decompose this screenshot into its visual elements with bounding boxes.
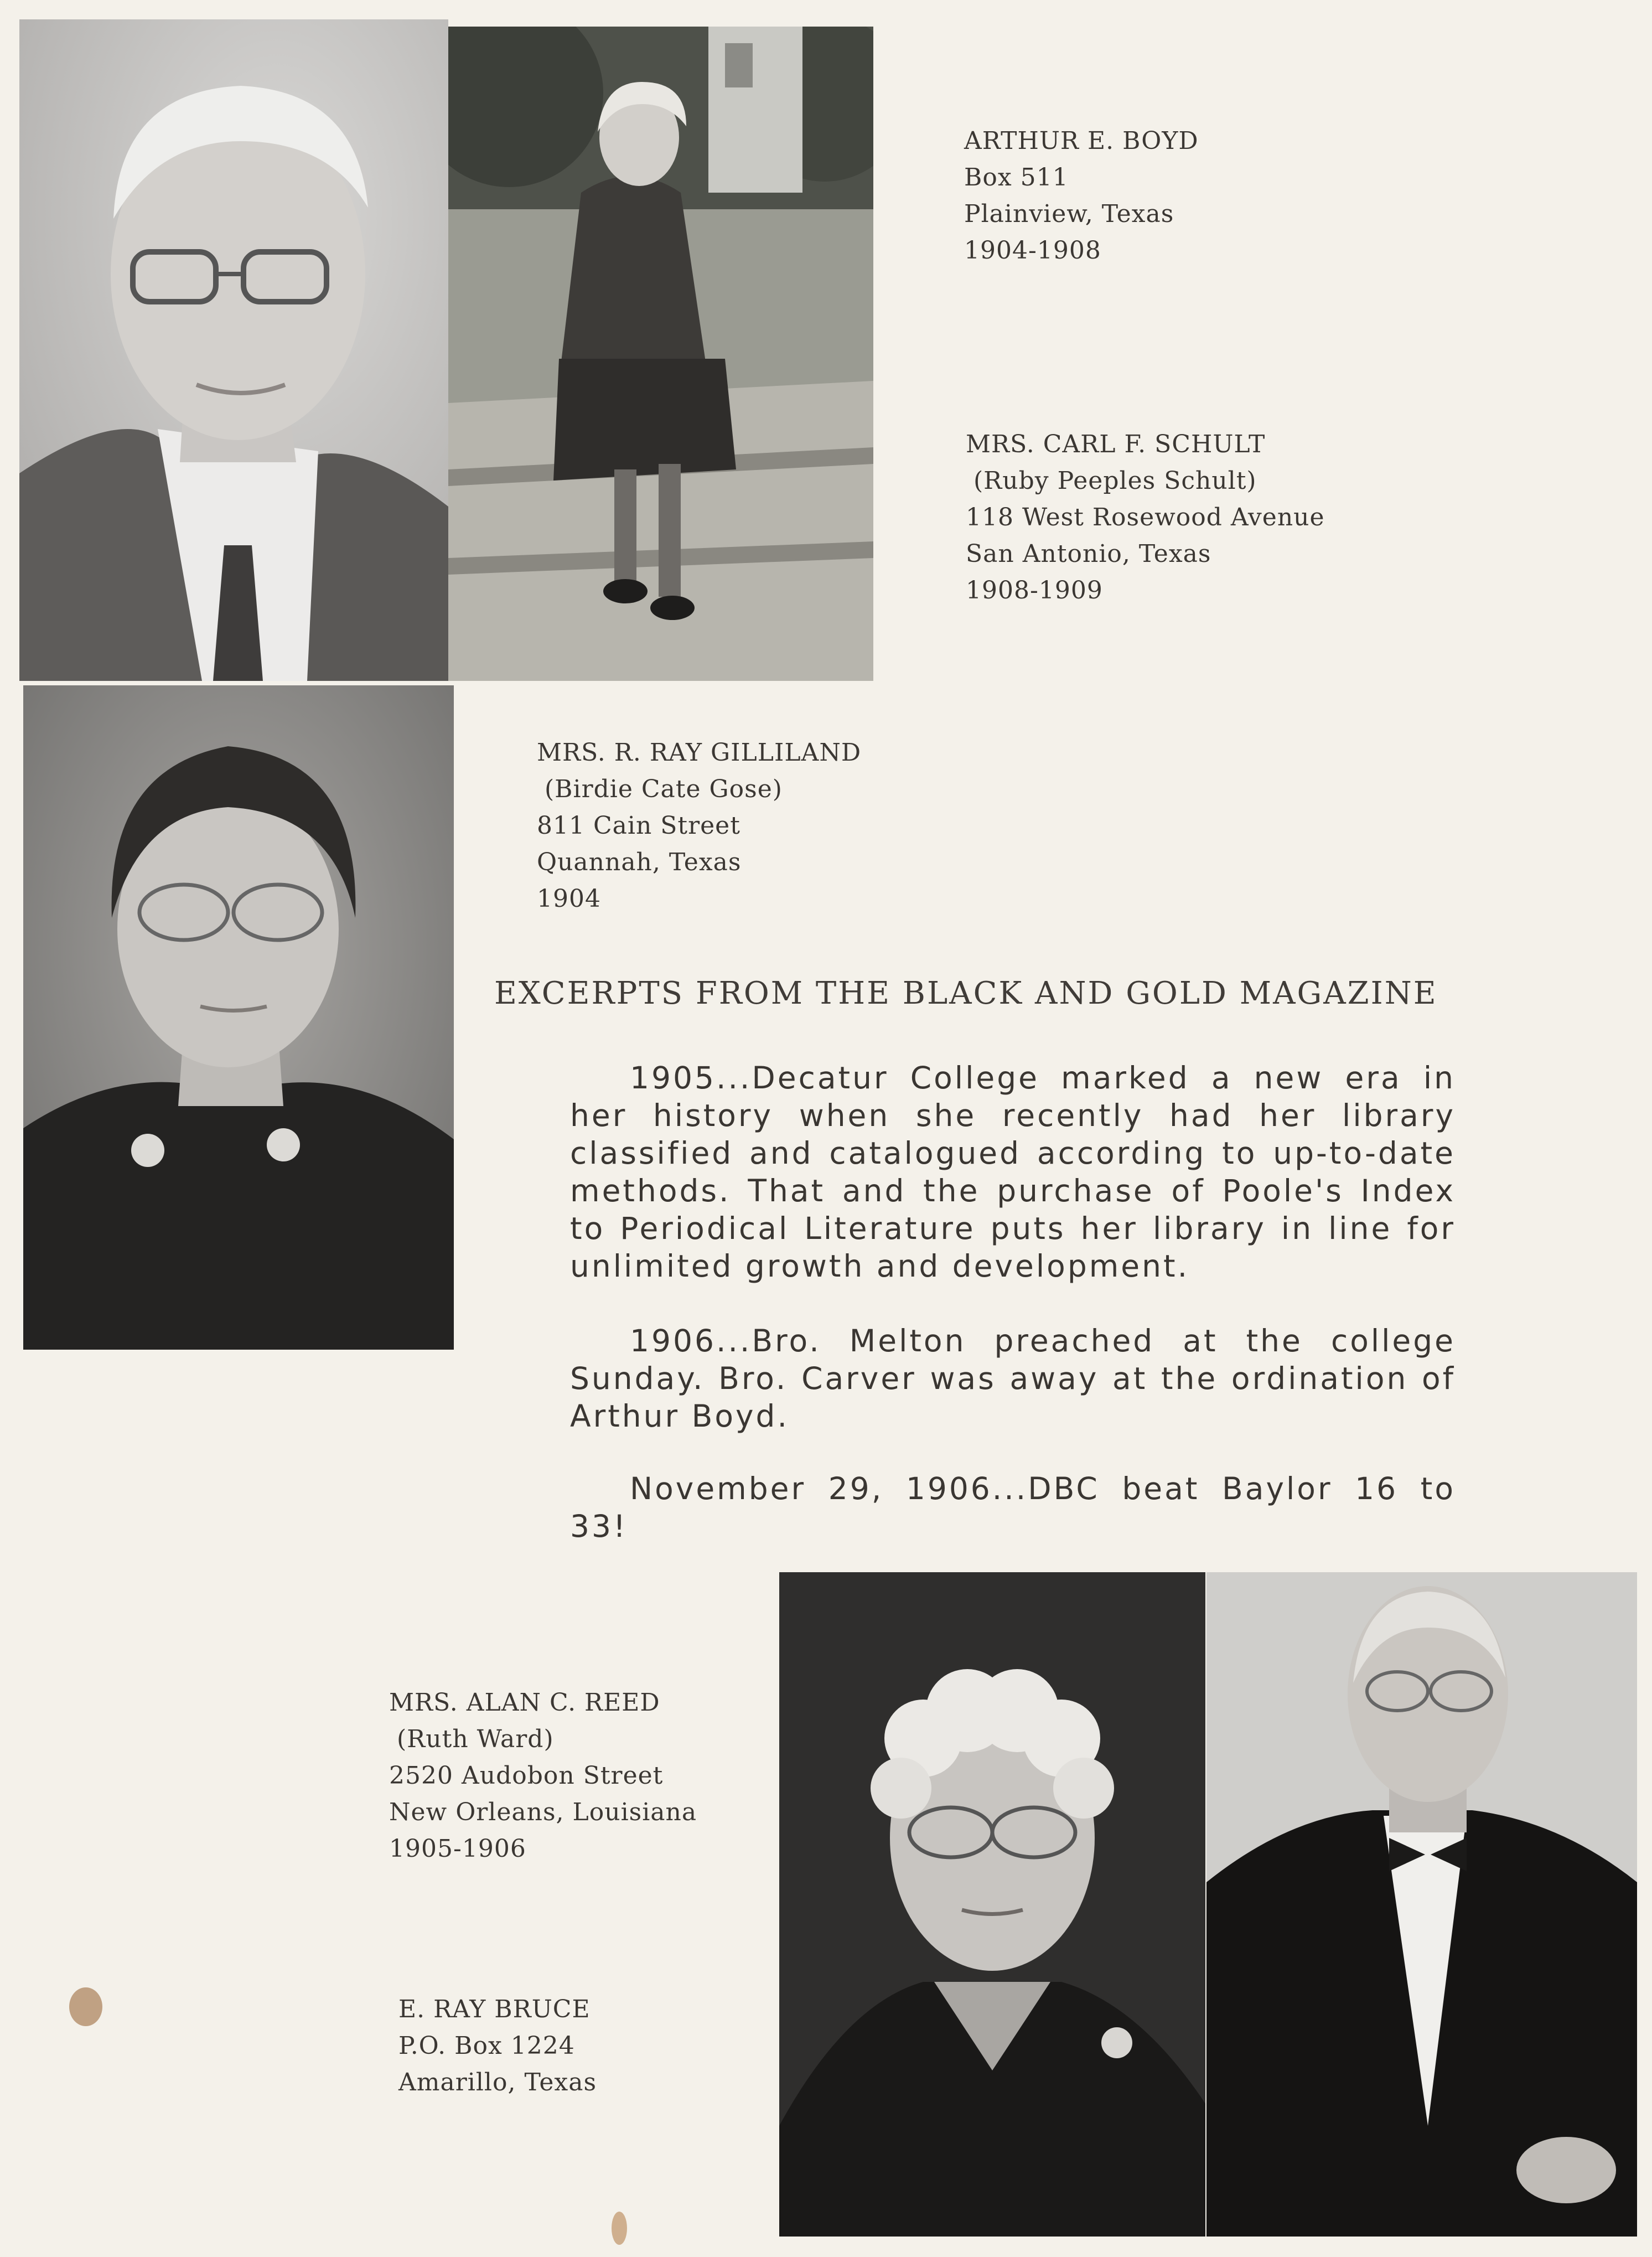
person-address: P.O. Box 1224 — [398, 2032, 575, 2060]
person-years: 1904-1908 — [964, 236, 1101, 265]
person-years: 1904 — [537, 885, 601, 913]
portrait-photo-bruce — [1206, 1572, 1637, 2237]
caption-gilliland — [537, 735, 861, 917]
person-maiden-name: (Birdie Cate Gose) — [545, 775, 783, 803]
caption-bruce — [398, 1991, 597, 2101]
person-city: Amarillo, Texas — [398, 2068, 597, 2096]
excerpt-paragraph-1905: 1905...Decatur College marked a new era in her history when she recently had her library classified and catalogued according to up-to-date methods. That and the purchase of Poole's Index to Periodical Literature puts her library in line for unlimited growth and development. — [570, 1060, 1456, 1284]
person-years: 1905-1906 — [389, 1835, 526, 1863]
portrait-photo-reed — [779, 1572, 1205, 2237]
caption-schult — [966, 426, 1325, 609]
paper-stain — [69, 1987, 102, 2026]
excerpt-paragraph-1906: 1906...Bro. Melton preached at the college Sunday. Bro. Carver was away at the ordination of Arthur Boyd. — [570, 1323, 1456, 1434]
person-address: 811 Cain Street — [537, 812, 740, 840]
person-name: MRS. CARL F. SCHULT — [966, 430, 1266, 458]
person-city: Quannah, Texas — [537, 848, 742, 876]
person-city: San Antonio, Texas — [966, 540, 1211, 568]
caption-boyd — [964, 123, 1199, 269]
person-city: New Orleans, Louisiana — [389, 1798, 697, 1826]
person-address: Box 511 — [964, 163, 1069, 192]
caption-reed — [389, 1685, 697, 1867]
portrait-photo-gilliland — [23, 685, 454, 1350]
person-name: MRS. ALAN C. REED — [389, 1688, 660, 1717]
person-name: E. RAY BRUCE — [398, 1995, 591, 2023]
person-maiden-name: (Ruby Peeples Schult) — [973, 467, 1257, 495]
person-city: Plainview, Texas — [964, 200, 1174, 228]
person-address: 2520 Audobon Street — [389, 1762, 664, 1790]
person-address: 118 West Rosewood Avenue — [966, 503, 1325, 531]
portrait-photo-boyd — [19, 19, 448, 681]
person-name: MRS. R. RAY GILLILAND — [537, 738, 862, 767]
excerpt-paragraph-november-1906: November 29, 1906...DBC beat Baylor 16 to 33! — [570, 1471, 1456, 1544]
person-maiden-name: (Ruth Ward) — [397, 1725, 554, 1753]
portrait-photo-schult — [448, 27, 873, 681]
paper-stain — [612, 2212, 627, 2245]
excerpts-heading: EXCERPTS FROM THE BLACK AND GOLD MAGAZINE — [494, 975, 1438, 1011]
person-name: ARTHUR E. BOYD — [964, 127, 1199, 155]
person-years: 1908-1909 — [966, 576, 1103, 605]
